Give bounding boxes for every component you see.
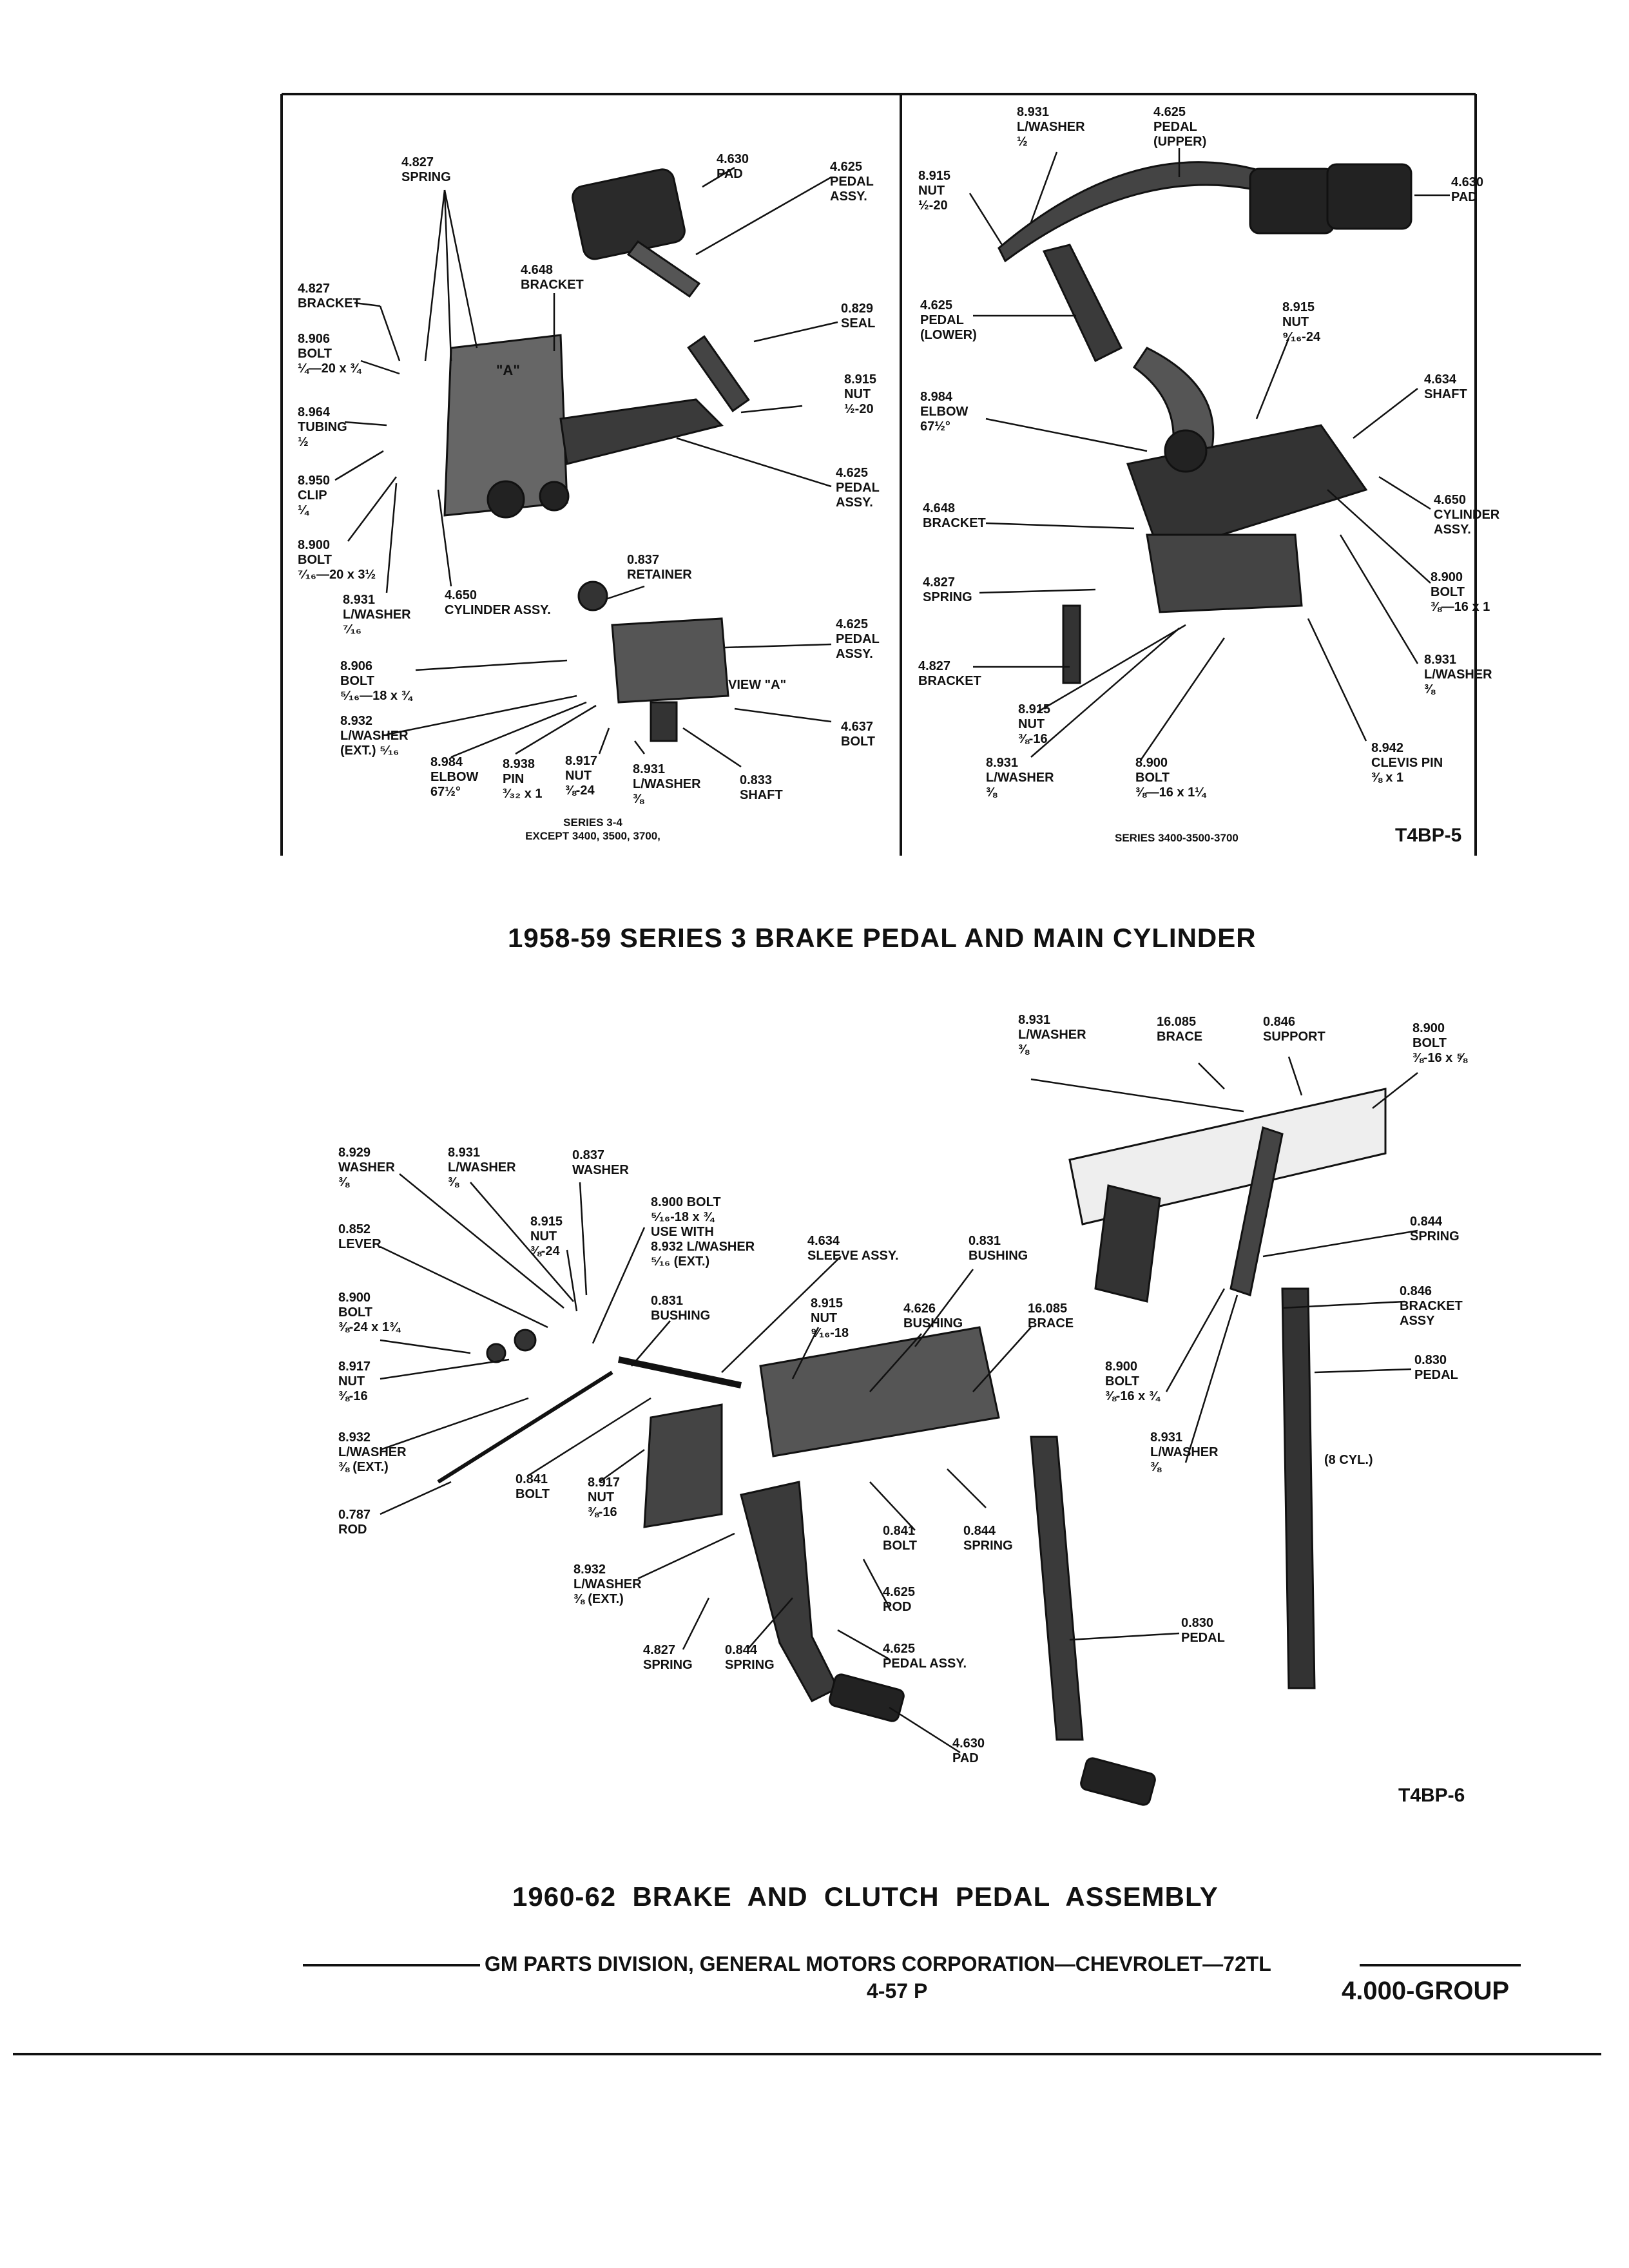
label-bolt-8900: 8.900 BOLT ⁷⁄₁₆—20 x 3½ — [298, 538, 376, 582]
label-bracket-4827: 4.827 BRACKET — [298, 282, 361, 311]
label-nut-8915: 8.915 NUT ⁹⁄₁₆-18 — [811, 1296, 849, 1340]
label-elbow-8984: 8.984 ELBOW 67½° — [920, 390, 969, 434]
label-lwasher-8931: 8.931 L/WASHER ⅜ — [1150, 1430, 1219, 1474]
label-pedal-assy-4625: 4.625 PEDAL ASSY. — [836, 617, 880, 661]
label-bracket-assy-0846: 0.846 BRACKET ASSY — [1400, 1284, 1463, 1328]
label-retainer-0837: 0.837 RETAINER — [627, 553, 692, 582]
label-seal-0829: 0.829 SEAL — [841, 302, 876, 331]
footer-group: 4.000-GROUP — [1342, 1977, 1510, 2005]
label-bolt-8900: 8.900 BOLT ⅜—16 x 1 — [1431, 570, 1490, 614]
label-spring-0844: 0.844 SPRING — [725, 1643, 775, 1672]
label-bracket-4648: 4.648 BRACKET — [923, 501, 986, 530]
label-pedal-0830: 0.830 PEDAL — [1181, 1616, 1225, 1645]
label-8-cyl: (8 CYL.) — [1324, 1453, 1373, 1467]
label-clevis-pin-8942: 8.942 CLEVIS PIN ⅜ x 1 — [1371, 741, 1443, 785]
label-spring-4827: 4.827 SPRING — [643, 1643, 693, 1672]
label-bolt-8900: 8.900 BOLT ⅜-24 x 1¾ — [338, 1291, 400, 1334]
label-tubing-8964: 8.964 TUBING ½ — [298, 405, 347, 449]
label-brace-16085: 16.085 BRACE — [1028, 1302, 1074, 1331]
label-lwasher-8931: 8.931 L/WASHER ½ — [1017, 105, 1085, 149]
label-nut-8917: 8.917 NUT ⅜-16 — [588, 1475, 621, 1519]
label-pedal-assy-4625: 4.625 PEDAL ASSY. — [830, 160, 874, 204]
label-lwasher-8931: 8.931 L/WASHER ⅜ — [1018, 1013, 1086, 1057]
label-pedal-upper-4625: 4.625 PEDAL (UPPER) — [1153, 105, 1207, 149]
label-nut-8915: 8.915 NUT ⅜-24 — [530, 1215, 563, 1258]
series-note-right: SERIES 3400-3500-3700 — [1115, 832, 1239, 844]
label-bolt-0841: 0.841 BOLT — [516, 1472, 550, 1501]
label-bushing-0831: 0.831 BUSHING — [651, 1294, 711, 1323]
figure-ref-t4bp5: T4BP-5 — [1395, 825, 1462, 846]
label-rod-4625: 4.625 ROD — [883, 1585, 916, 1614]
label-nut-8917: 8.917 NUT ⅜-16 — [338, 1360, 371, 1403]
caption-bottom: 1960-62 BRAKE AND CLUTCH PEDAL ASSEMBLY — [512, 1881, 1219, 1912]
label-nut-8915: 8.915 NUT ⁹⁄₁₆-24 — [1282, 300, 1321, 344]
label-bracket-4648: 4.648 BRACKET — [521, 263, 584, 292]
label-bushing-4626: 4.626 BUSHING — [903, 1302, 963, 1331]
label-view-a: VIEW "A" — [728, 678, 787, 692]
label-shaft-4634: 4.634 SHAFT — [1424, 372, 1467, 401]
label-washer-0837: 0.837 WASHER — [572, 1148, 629, 1177]
label-bolt-8900: 8.900 BOLT ⅜—16 x 1¼ — [1135, 756, 1206, 800]
label-lwasher-8931: 8.931 L/WASHER ⅜ — [1424, 653, 1492, 697]
label-cylinder-assy-4650: 4.650 CYLINDER ASSY. — [1434, 493, 1500, 537]
label-bolt-4637: 4.637 BOLT — [841, 720, 875, 749]
label-bushing-0831: 0.831 BUSHING — [969, 1234, 1028, 1263]
label-lwasher-8932: 8.932 L/WASHER ⅜ (EXT.) — [574, 1562, 642, 1606]
label-bolt-8906: 8.906 BOLT ¼—20 x ¾ — [298, 332, 361, 376]
label-rod-0787: 0.787 ROD — [338, 1508, 371, 1537]
label-lwasher-8932: 8.932 L/WASHER (EXT.) ⁵⁄₁₆ — [340, 714, 409, 758]
label-lwasher-8931: 8.931 L/WASHER ⁷⁄₁₆ — [343, 593, 411, 637]
label-lwasher-8931: 8.931 L/WASHER ⅜ — [986, 756, 1054, 800]
label-bolt-8900: 8.900 BOLT ⁵⁄₁₆-18 x ¾ USE WITH 8.932 L/WASHER ⁵⁄₁₆ (EXT.) — [651, 1195, 755, 1269]
label-bracket-4827: 4.827 BRACKET — [918, 659, 981, 688]
series-note-left: SERIES 3-4 EXCEPT 3400, 3500, 3700, — [525, 816, 660, 842]
label-nut-8917: 8.917 NUT ⅜-24 — [565, 754, 598, 798]
label-pad-4630: 4.630 PAD — [1451, 175, 1484, 204]
label-bolt-8906: 8.906 BOLT ⁵⁄₁₆—18 x ¾ — [340, 659, 412, 703]
label-pin-8938: 8.938 PIN ³⁄₃₂ x 1 — [503, 757, 543, 801]
label-lwasher-8931: 8.931 L/WASHER ⅜ — [448, 1146, 516, 1189]
label-spring-0844: 0.844 SPRING — [1410, 1215, 1460, 1244]
label-spring-4827: 4.827 SPRING — [401, 155, 451, 184]
label-bolt-8900: 8.900 BOLT ⅜-16 x ⅝ — [1412, 1021, 1467, 1065]
label-lwasher-8931: 8.931 L/WASHER ⅜ — [633, 762, 701, 806]
label-spring-4827: 4.827 SPRING — [923, 575, 972, 604]
top-left-pedal-drawing — [445, 168, 749, 741]
label-washer-8929: 8.929 WASHER ⅜ — [338, 1146, 395, 1189]
label-elbow-8984: 8.984 ELBOW 67½° — [430, 755, 479, 799]
top-right-pedal-drawing — [999, 162, 1411, 683]
label-pedal-assy-4625: 4.625 PEDAL ASSY. — [836, 466, 880, 510]
caption-top: 1958-59 SERIES 3 BRAKE PEDAL AND MAIN CYLINDER — [508, 923, 1257, 953]
label-sleeve-assy-4634: 4.634 SLEEVE ASSY. — [807, 1234, 899, 1263]
footer-page-number: 4-57 P — [867, 1979, 928, 2003]
label-pad-4630: 4.630 PAD — [717, 152, 749, 181]
label-nut-8915: 8.915 NUT ⅜-16 — [1018, 702, 1051, 746]
label-pedal-0830: 0.830 PEDAL — [1414, 1353, 1458, 1382]
label-shaft-0833: 0.833 SHAFT — [740, 773, 783, 802]
label-pad-4630: 4.630 PAD — [952, 1736, 985, 1765]
label-clip-8950: 8.950 CLIP ¼ — [298, 474, 331, 517]
label-pedal-assy-4625: 4.625 PEDAL ASSY. — [883, 1642, 967, 1671]
figure-ref-t4bp6: T4BP-6 — [1398, 1785, 1465, 1806]
label-view-a-tag: "A" — [496, 362, 520, 378]
label-lever-0852: 0.852 LEVER — [338, 1222, 381, 1251]
label-bolt-0841: 0.841 BOLT — [883, 1524, 917, 1553]
label-cylinder-assy-4650: 4.650 CYLINDER ASSY. — [445, 588, 551, 617]
label-pedal-lower-4625: 4.625 PEDAL (LOWER) — [920, 298, 977, 342]
label-nut-8915: 8.915 NUT ½-20 — [844, 372, 877, 416]
label-lwasher-8932: 8.932 L/WASHER ⅜ (EXT.) — [338, 1430, 407, 1474]
label-support-0846: 0.846 SUPPORT — [1263, 1015, 1325, 1044]
label-nut-8915: 8.915 NUT ½-20 — [918, 169, 951, 213]
label-brace-16085: 16.085 BRACE — [1157, 1015, 1203, 1044]
label-bolt-8900: 8.900 BOLT ⅜-16 x ¾ — [1105, 1360, 1160, 1403]
label-spring-0844: 0.844 SPRING — [963, 1524, 1013, 1553]
footer-division: GM PARTS DIVISION, GENERAL MOTORS CORPORATION—CHEVROLET—72TL — [485, 1952, 1271, 1975]
